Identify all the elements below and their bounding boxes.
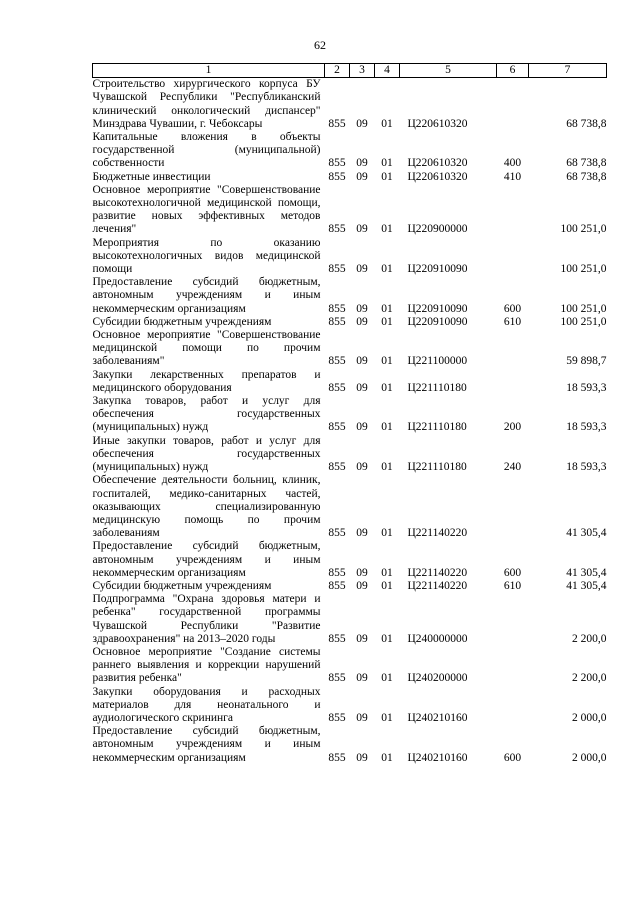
row-amount: 100 251,0 xyxy=(560,263,607,276)
column-header-7: 7 xyxy=(529,64,607,78)
row-expense-type-code: 600 xyxy=(503,566,522,579)
row-subsection-code: 01 xyxy=(381,751,393,764)
row-amount: 68 738,8 xyxy=(566,117,607,130)
row-section-code: 09 xyxy=(356,527,368,540)
row-subsection-code: 01 xyxy=(381,632,393,645)
row-section-code: 09 xyxy=(356,355,368,368)
row-section-code: 09 xyxy=(356,263,368,276)
row-expense-type-code: 410 xyxy=(503,170,522,183)
row-ministry-code: 855 xyxy=(328,632,346,645)
table-row xyxy=(93,580,607,593)
row-subsection-code: 01 xyxy=(381,421,393,434)
row-expense-type-code: 400 xyxy=(503,157,522,170)
row-ministry-code: 855 xyxy=(328,157,346,170)
row-expense-type-code xyxy=(497,184,529,237)
row-expense-type-code: 240 xyxy=(503,461,522,474)
row-target-code: Ц221110180 xyxy=(407,461,467,474)
row-ministry-code: 855 xyxy=(328,711,346,724)
page-number: 62 xyxy=(314,38,326,52)
row-section-code: 09 xyxy=(356,579,368,592)
row-amount: 2 000,0 xyxy=(572,711,607,724)
row-ministry-code: 855 xyxy=(328,302,346,315)
row-name: Субсидии бюджетным учреждениям xyxy=(92,315,272,328)
row-target-code: Ц240200000 xyxy=(407,672,468,685)
row-target-code: Ц220900000 xyxy=(407,223,468,236)
row-target-code: Ц220910090 xyxy=(407,302,468,315)
row-name: Строительство хирургического корпуса БУ Чувашской Республики "Республиканский клинический онкологический диспансер" Минздрава Чувашии, г. Чебоксары xyxy=(92,78,321,130)
row-ministry-code: 855 xyxy=(328,421,346,434)
table-body xyxy=(93,78,607,765)
column-header-5: 5 xyxy=(400,64,497,78)
table-header xyxy=(93,64,607,78)
row-subsection-code: 01 xyxy=(381,579,393,592)
row-section-code: 09 xyxy=(356,672,368,685)
row-subsection-code: 01 xyxy=(381,263,393,276)
row-subsection-code: 01 xyxy=(381,223,393,236)
row-section-code: 09 xyxy=(356,751,368,764)
table-row xyxy=(93,646,607,686)
row-expense-type-code: 610 xyxy=(503,315,522,328)
row-subsection-code: 01 xyxy=(381,381,393,394)
row-amount: 2 200,0 xyxy=(572,632,607,645)
row-ministry-code: 855 xyxy=(328,672,346,685)
row-target-code: Ц221140220 xyxy=(407,566,468,579)
row-name: Предоставление субсидий бюджетным, автономным учреждениям и иным некоммерческим организациям xyxy=(92,276,321,315)
row-subsection-code: 01 xyxy=(381,302,393,315)
row-expense-type-code xyxy=(497,78,529,131)
row-ministry-code: 855 xyxy=(328,315,346,328)
row-ministry-code: 855 xyxy=(328,566,346,579)
table-row xyxy=(93,329,607,369)
table-row xyxy=(93,435,607,475)
table-row xyxy=(93,395,607,435)
row-amount: 68 738,8 xyxy=(566,170,607,183)
row-subsection-code: 01 xyxy=(381,117,393,130)
row-subsection-code: 01 xyxy=(381,157,393,170)
table-row xyxy=(93,316,607,329)
row-subsection-code: 01 xyxy=(381,566,393,579)
column-header-2: 2 xyxy=(325,64,350,78)
row-name: Обеспечение деятельности больниц, клиник, госпиталей, медико-санитарных частей, оказывающих специализированную медицинскую помощь по прочим заболеваниям xyxy=(92,474,321,540)
row-section-code: 09 xyxy=(356,381,368,394)
row-subsection-code: 01 xyxy=(381,672,393,685)
row-subsection-code: 01 xyxy=(381,315,393,328)
row-name: Закупки оборудования и расходных материалов для неонатального и аудиологического скрининга xyxy=(92,685,321,724)
table-row xyxy=(93,593,607,646)
row-target-code: Ц240210160 xyxy=(407,751,468,764)
row-name: Подпрограмма "Охрана здоровья матери и ребенка" государственной программы Чувашской Республики "Развитие здравоохранения" на 2013–2020 годы xyxy=(92,593,321,645)
table-row xyxy=(93,540,607,580)
row-expense-type-code: 600 xyxy=(503,751,522,764)
row-ministry-code: 855 xyxy=(328,170,346,183)
row-expense-type-code xyxy=(497,369,529,395)
table-row xyxy=(93,184,607,237)
row-target-code: Ц220610320 xyxy=(407,170,468,183)
row-amount: 18 593,3 xyxy=(566,381,607,394)
row-ministry-code: 855 xyxy=(328,223,346,236)
row-expense-type-code xyxy=(497,686,529,726)
row-section-code: 09 xyxy=(356,157,368,170)
row-name: Иные закупки товаров, работ и услуг для обеспечения государственных (муниципальных) нужд xyxy=(92,434,321,474)
budget-table xyxy=(92,63,607,765)
row-section-code: 09 xyxy=(356,315,368,328)
table-row xyxy=(93,78,607,131)
row-expense-type-code: 200 xyxy=(503,421,522,434)
row-ministry-code: 855 xyxy=(328,263,346,276)
row-section-code: 09 xyxy=(356,566,368,579)
row-amount: 100 251,0 xyxy=(560,302,607,315)
column-header-6: 6 xyxy=(497,64,529,78)
row-section-code: 09 xyxy=(356,421,368,434)
row-ministry-code: 855 xyxy=(328,527,346,540)
row-name: Основное мероприятие "Совершенствование высокотехнологичной медицинской помощи, развитие новых эффективных методов лечения" xyxy=(92,183,321,236)
row-target-code: Ц240210160 xyxy=(407,711,468,724)
row-amount: 41 305,4 xyxy=(566,527,607,540)
row-target-code: Ц240000000 xyxy=(407,632,468,645)
row-expense-type-code: 610 xyxy=(503,579,522,592)
row-ministry-code: 855 xyxy=(328,461,346,474)
row-amount: 18 593,3 xyxy=(566,421,607,434)
row-section-code: 09 xyxy=(356,223,368,236)
row-amount: 41 305,4 xyxy=(566,579,607,592)
row-ministry-code: 855 xyxy=(328,579,346,592)
row-subsection-code: 01 xyxy=(381,461,393,474)
row-name: Предоставление субсидий бюджетным, автономным учреждениям и иным некоммерческим организациям xyxy=(92,725,321,764)
row-expense-type-code xyxy=(497,646,529,686)
row-ministry-code: 855 xyxy=(328,751,346,764)
row-name: Предоставление субсидий бюджетным, автономным учреждениям и иным некоммерческим организациям xyxy=(92,540,321,579)
row-ministry-code: 855 xyxy=(328,355,346,368)
row-expense-type-code: 600 xyxy=(503,302,522,315)
row-amount: 59 898,7 xyxy=(566,355,607,368)
row-name: Субсидии бюджетным учреждениям xyxy=(92,579,272,592)
row-name: Основное мероприятие "Создание системы раннего выявления и коррекции нарушений развития ребенка" xyxy=(92,645,321,685)
row-target-code: Ц221110180 xyxy=(407,381,467,394)
row-amount: 18 593,3 xyxy=(566,461,607,474)
row-amount: 100 251,0 xyxy=(560,315,607,328)
row-amount: 100 251,0 xyxy=(560,223,607,236)
row-section-code: 09 xyxy=(356,711,368,724)
row-target-code: Ц221100000 xyxy=(407,355,468,368)
row-section-code: 09 xyxy=(356,461,368,474)
column-header-1: 1 xyxy=(93,64,325,78)
row-subsection-code: 01 xyxy=(381,711,393,724)
row-section-code: 09 xyxy=(356,302,368,315)
table-row xyxy=(93,725,607,765)
table-row xyxy=(93,369,607,395)
table-row xyxy=(93,131,607,171)
row-amount: 41 305,4 xyxy=(566,566,607,579)
row-target-code: Ц220910090 xyxy=(407,263,468,276)
row-amount: 68 738,8 xyxy=(566,157,607,170)
row-ministry-code: 855 xyxy=(328,117,346,130)
row-expense-type-code xyxy=(497,237,529,277)
column-header-3: 3 xyxy=(350,64,375,78)
row-name: Закупка товаров, работ и услуг для обеспечения государственных (муниципальных) нужд xyxy=(92,395,321,434)
row-expense-type-code xyxy=(497,329,529,369)
table-row xyxy=(93,474,607,540)
row-ministry-code: 855 xyxy=(328,381,346,394)
row-name: Капитальные вложения в объекты государственной (муниципальной) собственности xyxy=(92,131,321,170)
row-name: Мероприятия по оказанию высокотехнологичных видов медицинской помощи xyxy=(92,236,321,276)
table-row xyxy=(93,171,607,184)
row-amount: 2 000,0 xyxy=(572,751,607,764)
row-expense-type-code xyxy=(497,474,529,540)
row-target-code: Ц221140220 xyxy=(407,527,468,540)
row-section-code: 09 xyxy=(356,170,368,183)
row-target-code: Ц220910090 xyxy=(407,315,468,328)
row-name: Бюджетные инвестиции xyxy=(92,170,211,183)
row-target-code: Ц221110180 xyxy=(407,421,467,434)
row-subsection-code: 01 xyxy=(381,527,393,540)
header-row xyxy=(93,64,607,78)
row-subsection-code: 01 xyxy=(381,170,393,183)
row-subsection-code: 01 xyxy=(381,355,393,368)
row-target-code: Ц220610320 xyxy=(407,157,468,170)
table-row xyxy=(93,686,607,726)
row-name: Основное мероприятие "Совершенствование медицинской помощи по прочим заболеваниям" xyxy=(92,329,321,368)
row-name: Закупки лекарственных препаратов и медицинского оборудования xyxy=(92,368,321,394)
column-header-4: 4 xyxy=(375,64,400,78)
row-target-code: Ц221140220 xyxy=(407,579,468,592)
row-section-code: 09 xyxy=(356,632,368,645)
table-row xyxy=(93,237,607,277)
row-expense-type-code xyxy=(497,593,529,646)
table-row xyxy=(93,276,607,316)
row-section-code: 09 xyxy=(356,117,368,130)
row-amount: 2 200,0 xyxy=(572,672,607,685)
row-target-code: Ц220610320 xyxy=(407,117,468,130)
